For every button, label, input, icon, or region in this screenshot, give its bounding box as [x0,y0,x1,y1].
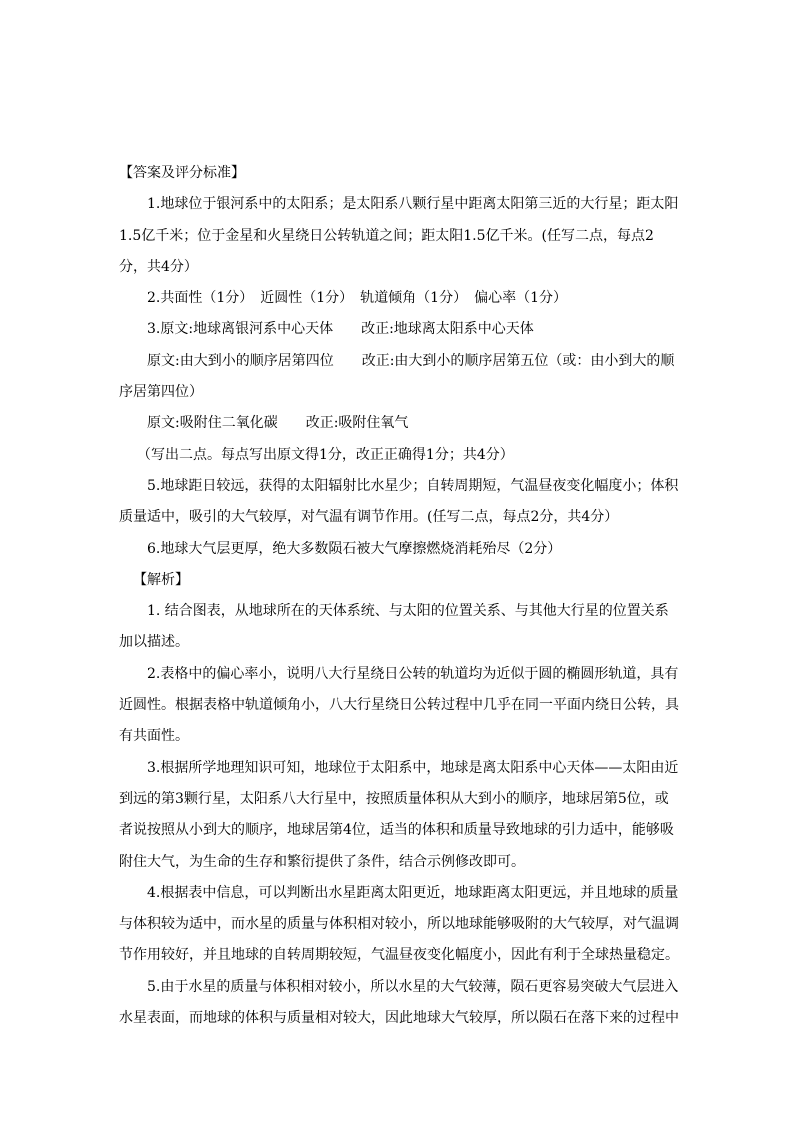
answer-2: 2.共面性（1分） 近圆性（1分） 轨道倾角（1分） 偏心率（1分） [147,290,567,307]
analysis-heading: 【解析】 [133,571,189,588]
answer-3-item-2: 原文:由大到小的顺序居第四位 改正:由大到小的顺序居第五位（或：由小到大的顺序居第四位） [119,352,675,401]
analysis-4: 4.根据表中信息，可以判断出水星距离太阳更近，地球距离太阳更远，并且地球的质量与体积较为适中，而水星的质量与体积相对较小，所以地球能够吸附的大气较厚，对气温调节作用较好，并且地球的自转周期较短，气温昼夜变化幅度小，因此有利于全球热量稳定。 [119,884,679,964]
answer-1: 1.地球位于银河系中的太阳系；是太阳系八颗行星中距离太阳第三近的大行星；距太阳1.5亿千米；位于金星和火星绕日公转轨道之间；距太阳1.5亿千米。(任写二点，每点2分，共4分） [119,196,679,275]
answer-3-item-3: 原文:吸附住二氧化碳 改正:吸附住氧气 [147,415,409,432]
document-body [119,158,679,1034]
analysis-5: 5.由于水星的质量与体积相对较小，所以水星的大气较薄，陨石更容易突破大气层进入水星表面，而地球的体积与质量相对较大，因此地球大气较厚，所以陨石在落下来的过程中 [119,978,679,1027]
answer-6: 6.地球大气层更厚，绝大多数陨石被大气摩擦燃烧消耗殆尽（2分） [147,540,562,557]
answer-3-item-1: 3.原文:地球离银河系中心天体 改正:地球离太阳系中心天体 [147,321,534,338]
answer-5: 5.地球距日较远，获得的太阳辐射比水星少；自转周期短，气温昼夜变化幅度小；体积质量适中，吸引的大气较厚，对气温有调节作用。(任写二点，每点2分，共4分） [119,477,679,526]
analysis-2: 2.表格中的偏心率小，说明八大行星绕日公转的轨道均为近似于圆的椭圆形轨道，具有近圆性。根据表格中轨道倾角小，八大行星绕日公转过程中几乎在同一平面内绕日公转，具有共面性。 [119,665,679,745]
analysis-3: 3.根据所学地理知识可知，地球位于太阳系中，地球是离太阳系中心天体——太阳由近到远的第3颗行星，太阳系八大行星中，按照质量体积从大到小的顺序，地球居第5位，或者说按照从小到大的顺序，地球居第4位，适当的体积和质量导致地球的引力适中，能够吸附住大气，为生命的生存和繁衍提供了条件，结合示例修改即可。 [119,759,679,870]
analysis-1: 1. 结合图表，从地球所在的天体系统、与太阳的位置关系、与其他大行星的位置关系加以描述。 [119,603,669,651]
answer-3-score-note: （写出二点。每点写出原文得1分，改正正确得1分；共4分） [137,446,514,463]
answer-heading: 【答案及评分标准】 [119,165,245,181]
